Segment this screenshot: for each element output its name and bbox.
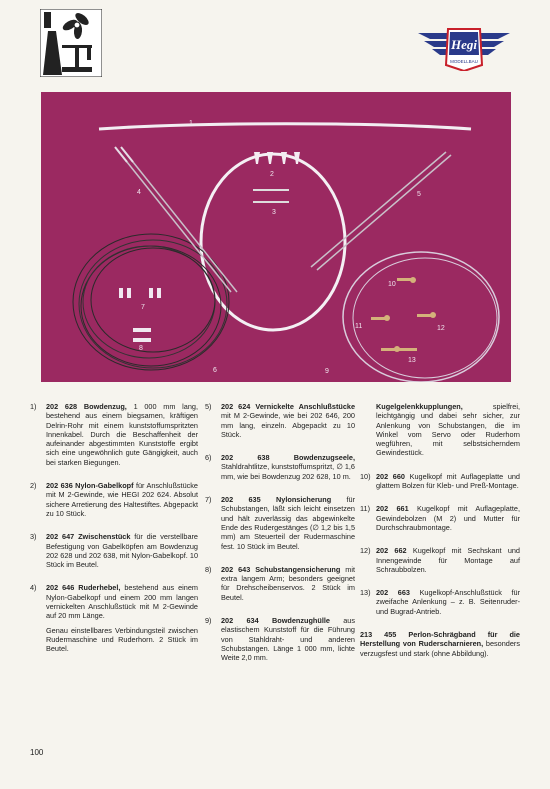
article-title: Bowdenzughülle [271, 616, 330, 626]
callout-1: 1 [189, 120, 193, 127]
article-title: Nylon-Gabelkopf [75, 481, 134, 491]
entry-number: 11) [360, 504, 371, 514]
article-code: 202 636 [46, 481, 73, 491]
callout-2: 2 [270, 171, 274, 178]
article-title: Zwischenstück [78, 532, 131, 542]
product-entry [205, 453, 355, 481]
brand-wordmark: Hegi [451, 37, 477, 52]
article-code: 202 638 [221, 453, 270, 463]
article-code: 202 635 [221, 495, 261, 505]
callout-12: 12 [437, 325, 445, 332]
entry-number: 2) [30, 481, 37, 491]
entry-number: 9) [205, 616, 212, 626]
product-entry [205, 402, 355, 439]
brand-subtext: MODELLBAU [450, 59, 478, 64]
intro-title: Kugelgelenkkupplungen, [376, 402, 463, 411]
entry-number: 3) [30, 532, 37, 542]
article-description: 1 000 mm lang, bestehend aus einem biegsamen, kräftigen Delrin-Rohr mit einem kunststoffumspritzten Innenkabel. Durch die Beschaffenheit der aufeinander abgestimmten Kunststoffe ergibt sich eine ungewöhnlich gute Gängigkeit, auch bei starken Biegungen. [46, 402, 198, 467]
article-code: 202 643 [221, 564, 251, 574]
entry-number: 7) [205, 495, 212, 505]
article-description: für Anschlußstücke mit M 2-Gewinde, wie HEGI 202 624. Absolut sichere Arretierung des Haltestiftes. Abgepackt zu 10 Stück. [46, 481, 198, 518]
entry-number: 4) [30, 583, 37, 593]
callout-10: 10 [388, 281, 396, 288]
callout-8: 8 [139, 345, 143, 352]
callout-7: 7 [141, 304, 145, 311]
product-entry [30, 481, 198, 518]
intro-text: spielfrei, leichtgängig und dabei sehr sicher, zur Anlenkung von Schubstangen, die im Winkel vom Servo oder Ruderhorn wegführen, mit selbstsicherndem Gewindestück. [376, 402, 520, 458]
article-description: Kugelkopf-Anschlußstück für zweifache Anlenkung – z. B. Seitenruder- und Bugrad-Antrieb. [376, 588, 521, 616]
article-title: Perlon-Schrägband für die Herstellung von Ruderscharnieren, [360, 630, 520, 649]
product-entry [205, 616, 355, 662]
brand-pictogram-logo [40, 9, 102, 77]
entry-number: 12) [360, 546, 371, 556]
article-description: besonders verzugsfest und stark (ohne Abbildung). [360, 639, 520, 658]
article-title: Bowdenzug, [83, 402, 127, 411]
callout-13: 13 [408, 357, 416, 364]
callout-3: 3 [272, 209, 276, 216]
article-title: Nylonsicherung [276, 495, 332, 505]
article-title: Ruderhebel, [78, 583, 121, 593]
article-description: aus elastischem Kunststoff für die Führung von Stahldraht- und anderen Schubstangen. Länge 1 000 mm, lichte Weite 2,0 mm. [221, 616, 356, 663]
article-extra: Genau einstellbares Verbindungsteil zwischen Rudermaschine und Ruderhorn. 2 Stück im Beutel. [46, 625, 198, 654]
article-title: Vernickelte Anschlußstücke [255, 402, 356, 411]
article-code: 202 660 [376, 471, 405, 481]
callout-4: 4 [137, 189, 141, 196]
article-code: 202 647 [46, 532, 75, 542]
product-photo [41, 92, 511, 382]
article-code: 202 661 [376, 504, 409, 514]
article-description: bestehend aus einem Nylon-Gabelkopf und einem 200 mm langen vernickelten Anschlußstück mit M 2-Gewinde auf 20 mm Länge. [46, 583, 198, 621]
article-description: Stahldrahtlitze, kunststoffumspritzt, ∅ 1,6 mm, wie bei Bowdenzug 202 628, 10 m. [221, 462, 355, 481]
product-entry [360, 504, 520, 532]
text-column-1 [30, 402, 198, 668]
entry-number: 5) [205, 402, 212, 411]
entry-number: 10) [360, 471, 371, 481]
article-code: 202 663 [376, 588, 410, 598]
article-code: 202 662 [376, 546, 407, 556]
entry-number: 8) [205, 564, 212, 574]
article-description: für die verstellbare Befestigung von Gabelköpfen am Bowdenzug 202 628 und 202 638, mit Nylon-Gabelkopf. 10 Stück im Beutel. [46, 532, 198, 570]
article-code: 202 624 [221, 402, 251, 411]
article-description: mit extra langem Arm; besonders geeignet für Drehscheibenservos. 2 Stück im Beutel. [221, 564, 355, 602]
text-column-3 [360, 402, 520, 672]
product-entry [360, 546, 520, 574]
article-description: mit M 2-Gewinde, wie bei 202 646, 200 mm lang, einzeln. Abgepackt zu 10 Stück. [221, 411, 355, 439]
text-column-2 [205, 402, 355, 677]
page-number: 100 [30, 748, 44, 757]
product-entry [360, 588, 520, 616]
product-entry [30, 583, 198, 653]
product-entry [360, 472, 520, 491]
article-code: 202 628 [46, 402, 78, 411]
callout-6: 6 [213, 367, 217, 374]
article-description: für Schubstangen, läßt sich leicht einsetzen und hält zuverlässig das abgewinkelte Ende des Rudergestänges (∅ 1,2 bis 1,5 mm) am Steuerteil der Rudermaschine fest. 10 Stück im Beutel. [221, 495, 355, 551]
product-entry [205, 495, 355, 551]
article-code: 202 634 [221, 616, 259, 626]
product-entry [30, 402, 198, 467]
article-description: Kugelkopf mit Auflageplatte und glattem Bolzen für Kleb- und Preß-Montage. [376, 471, 520, 491]
product-entry [205, 565, 355, 602]
ball-joint-intro [360, 402, 520, 458]
entry-number: 6) [205, 453, 212, 463]
entry-number: 13) [360, 588, 371, 598]
article-description: Kugelkopf mit Auflageplatte, Gewindebolzen (M 2) und Mutter für Durchschraubmontage. [376, 504, 520, 532]
product-entry [30, 532, 198, 569]
hegi-brand-logo [418, 25, 510, 71]
product-entry-final [360, 630, 520, 658]
entry-number: 1) [30, 402, 37, 411]
callout-5: 5 [417, 191, 421, 198]
article-code: 202 646 [46, 583, 75, 593]
article-description: Kugelkopf mit Sechskant und Innengewinde für Montage auf Schraubbolzen. [376, 546, 520, 574]
article-title: Schubstangensicherung [255, 564, 341, 574]
article-code: 213 455 [360, 630, 397, 640]
article-title: Bowdenzugseele, [293, 453, 355, 463]
callout-9: 9 [325, 368, 329, 375]
callout-11: 11 [355, 323, 363, 330]
